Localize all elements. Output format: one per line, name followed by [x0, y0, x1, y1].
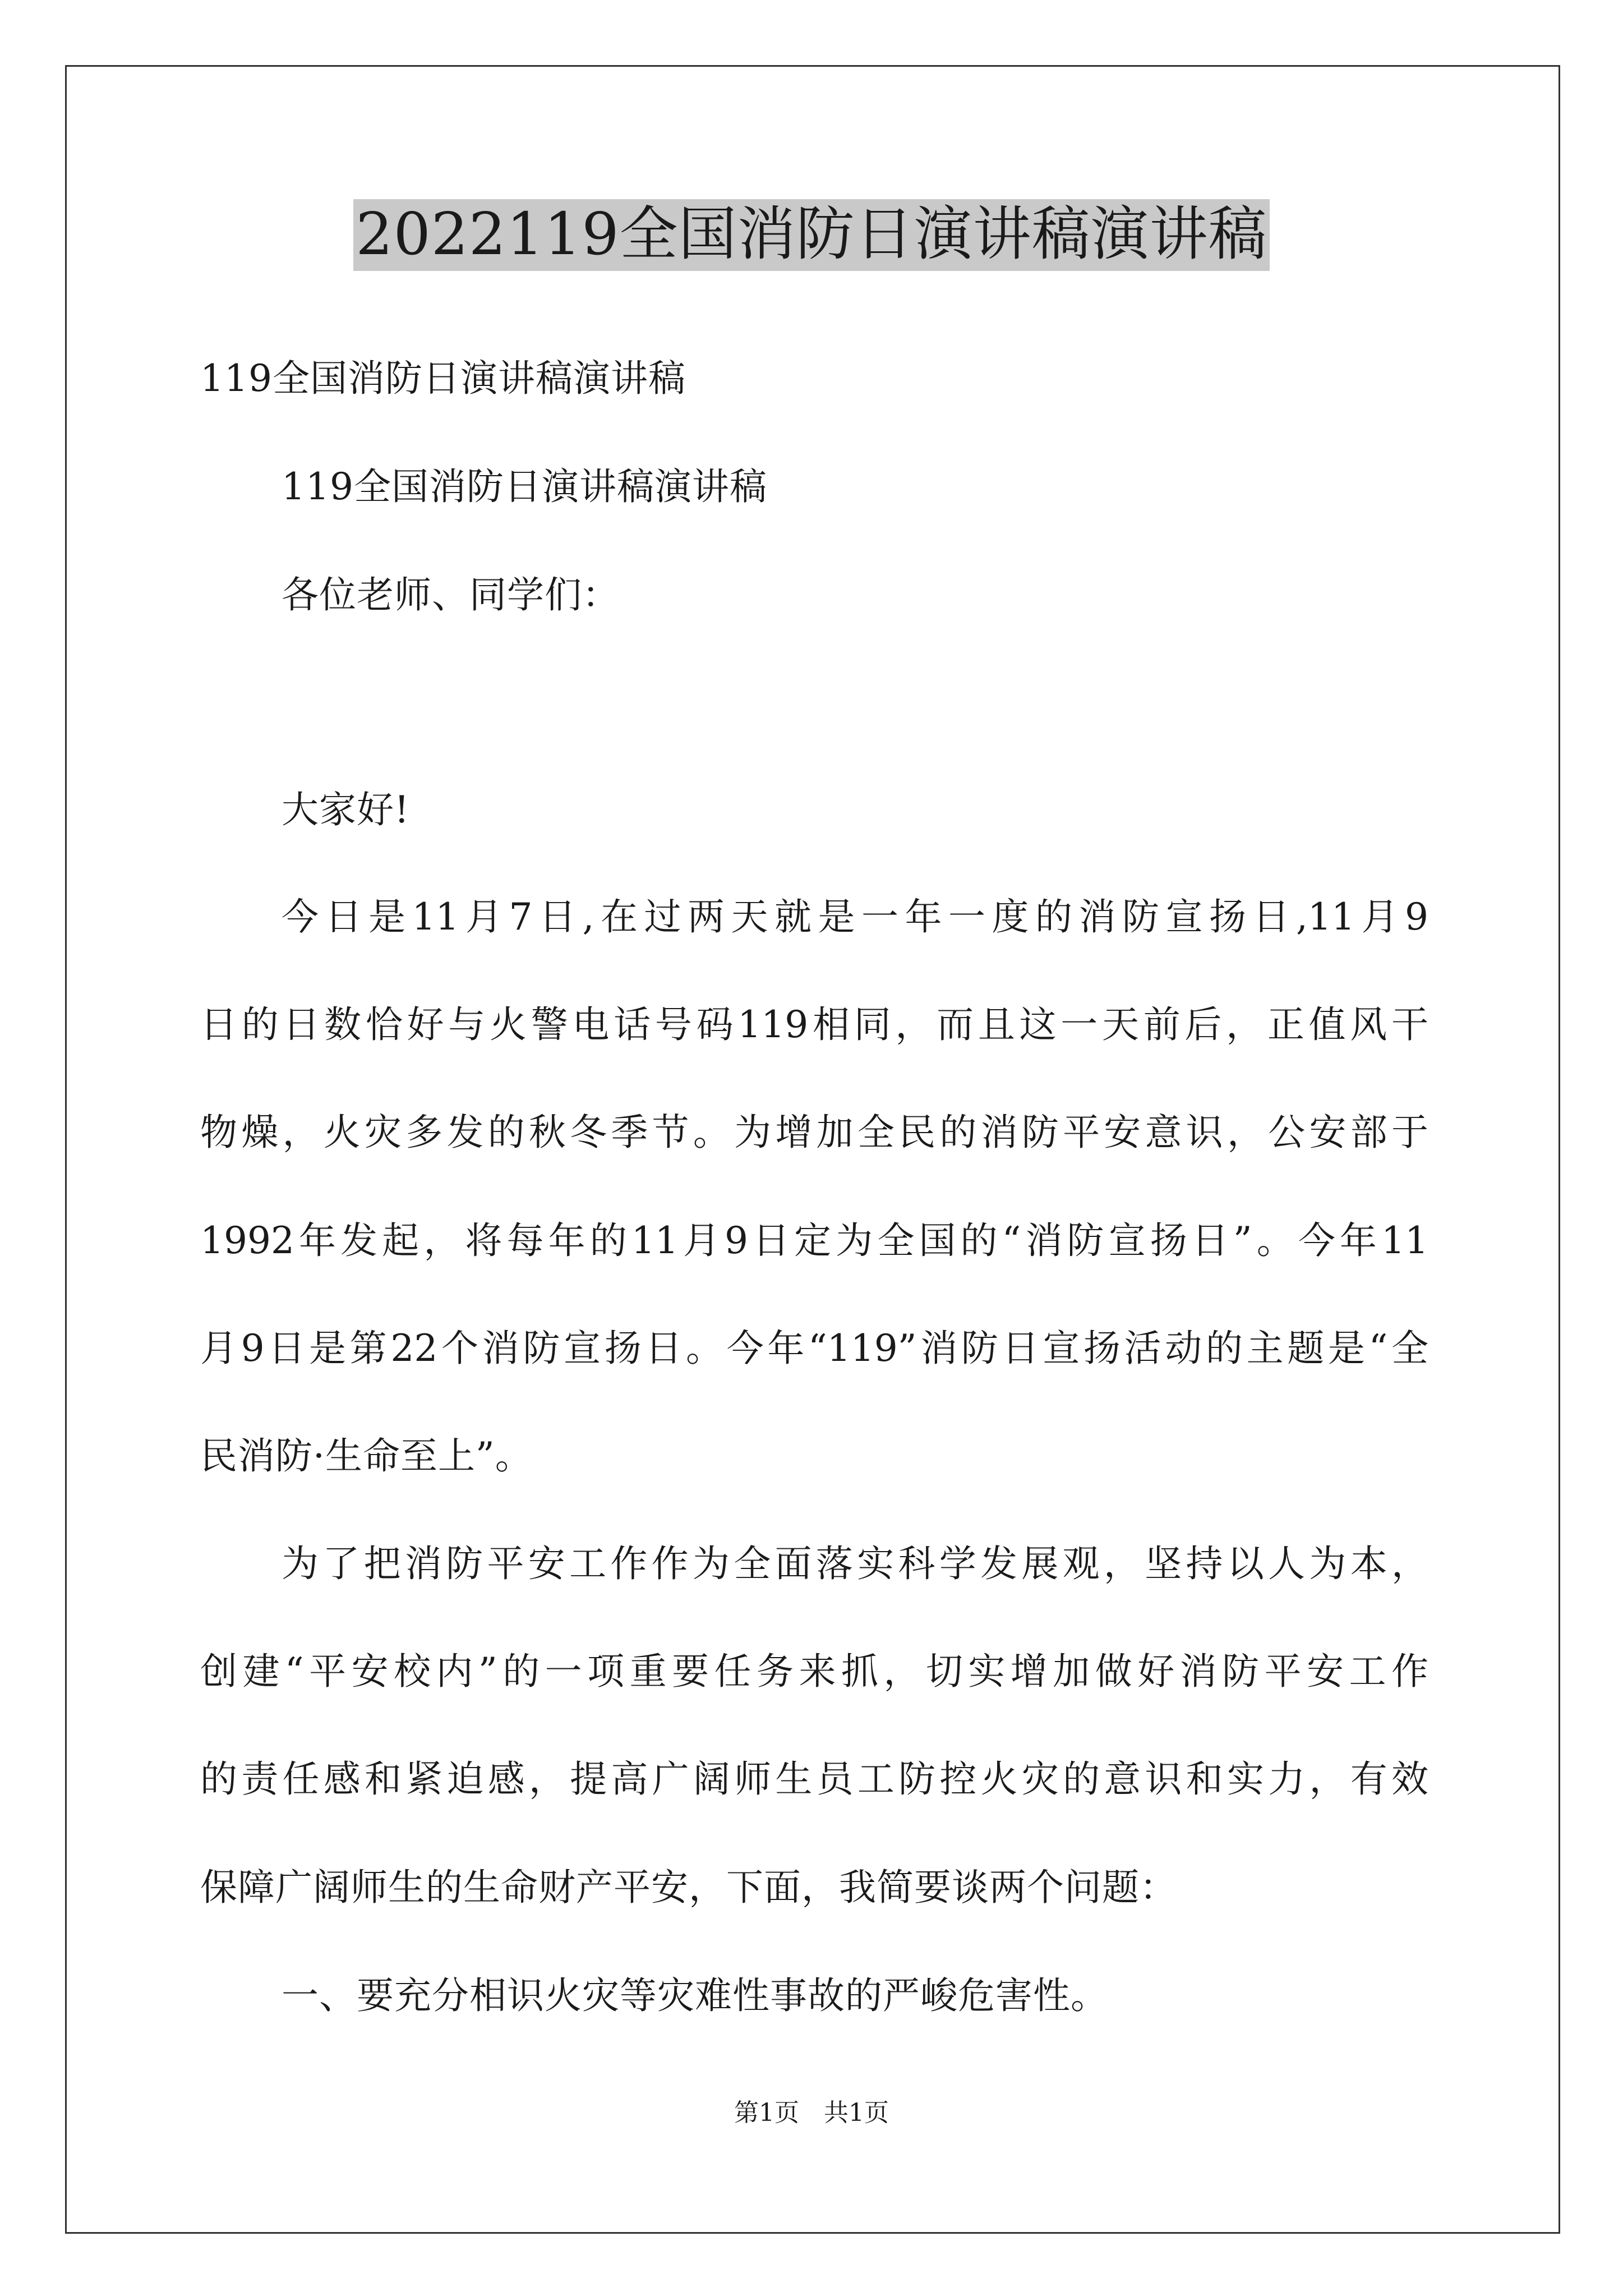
subtitle-line: 119全国消防日演讲稿演讲稿: [200, 357, 686, 400]
salutation: 各位老师、同学们：: [282, 573, 620, 616]
document-title-block: [0, 199, 1623, 271]
paragraph-1-line-5: 月9日是第22个消防宣扬日。今年“119”消防日宣扬活动的主题是“全: [200, 1327, 1428, 1370]
document-title: 2022119全国消防日演讲稿演讲稿: [353, 199, 1269, 271]
paragraph-2-line-2: 创建“平安校内”的一项重要任务来抓，切实增加做好消防平安工作: [200, 1650, 1428, 1693]
greeting: 大家好!: [282, 788, 410, 831]
paragraph-1-line-2: 日的日数恰好与火警电话号码119相同，而且这一天前后，正值风干: [200, 1003, 1428, 1046]
paragraph-2-line-4: 保障广阔师生的生命财产平安，下面，我简要谈两个问题：: [200, 1866, 1177, 1909]
paragraph-1-line-1: 今日是11月7日,在过两天就是一年一度的消防宣扬日,11月9: [282, 895, 1428, 938]
page-footer: 第1页 共1页: [734, 2099, 889, 2127]
paragraph-1-line-4: 1992年发起，将每年的11月9日定为全国的“消防宣扬日”。今年11: [200, 1219, 1428, 1262]
paragraph-2-line-3: 的责任感和紧迫感，提高广阔师生员工防控火灾的意识和实力，有效: [200, 1757, 1428, 1801]
paragraph-1-line-3: 物燥，火灾多发的秋冬季节。为增加全民的消防平安意识，公安部于: [200, 1111, 1428, 1154]
subtitle-line-indented: 119全国消防日演讲稿演讲稿: [282, 465, 767, 508]
section-heading-1: 一、要充分相识火灾等灾难性事故的严峻危害性。: [282, 1974, 1108, 2017]
paragraph-2-line-1: 为了把消防平安工作作为全面落实科学发展观，坚持以人为本，: [282, 1542, 1428, 1585]
paragraph-1-line-6: 民消防·生命至上”。: [200, 1434, 533, 1478]
